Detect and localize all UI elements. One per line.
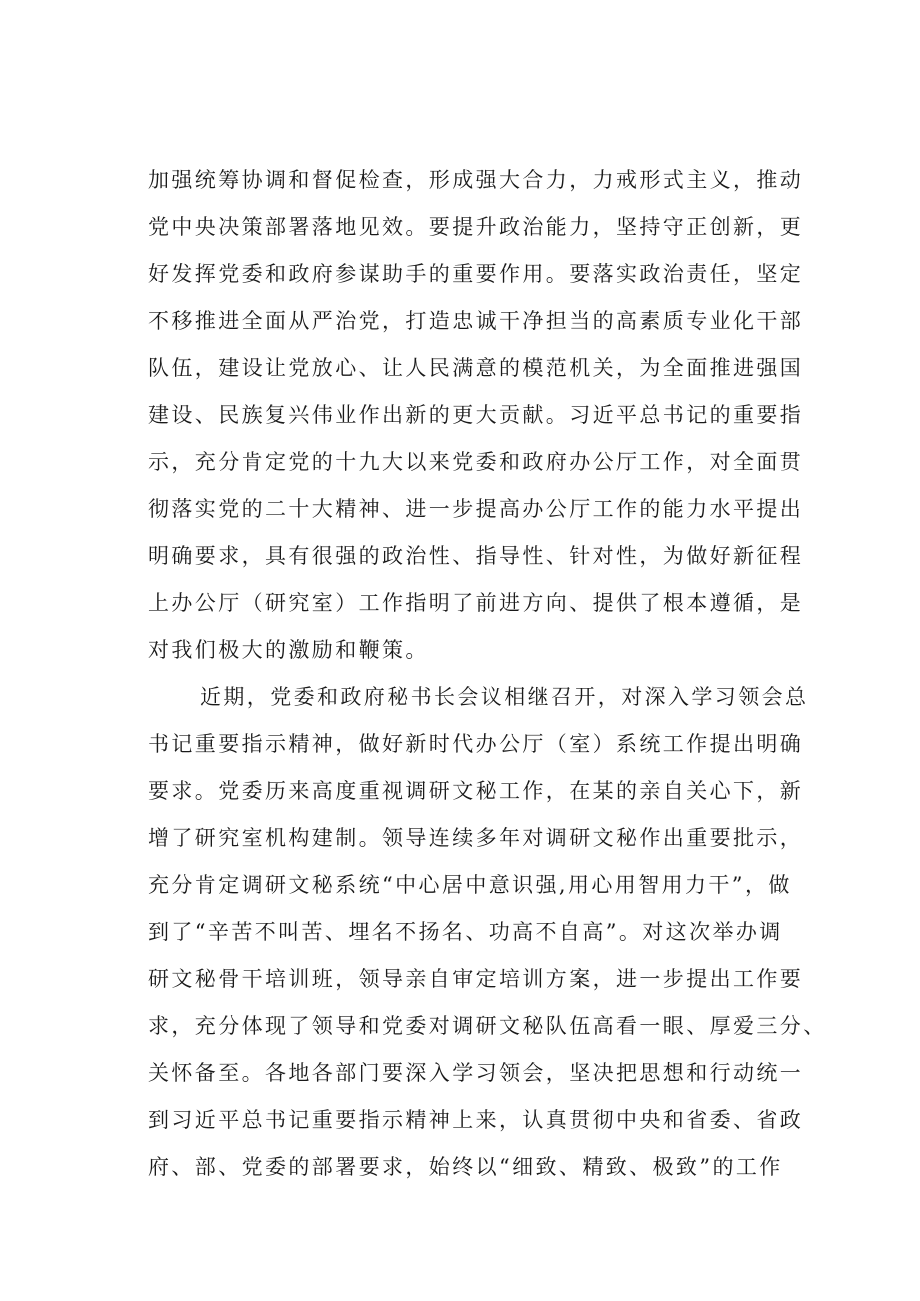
text-line: 好发挥党委和政府参谋助手的重要作用。要落实政治责任，坚定 bbox=[148, 262, 804, 286]
text-line: 充分肯定调研文秘系统“中心居中意识强,用心用智用力干”，做 bbox=[148, 873, 792, 897]
text-line: 求，充分体现了领导和党委对调研文秘队伍高看一眼、厚爱三分、 bbox=[148, 1014, 827, 1038]
text-line: 到习近平总书记重要指示精神上来，认真贯彻中央和省委、省政 bbox=[148, 1108, 804, 1132]
text-line: 党中央决策部署落地见效。要提升政治能力，坚持守正创新，更 bbox=[148, 215, 804, 239]
text-line: 对我们极大的激励和鞭策。 bbox=[148, 638, 429, 662]
text-line: 关怀备至。各地各部门要深入学习领会，坚决把思想和行动统一 bbox=[148, 1061, 804, 1085]
text-line: 书记重要指示精神，做好新时代办公厅（室）系统工作提出明确 bbox=[148, 732, 804, 756]
text-line: 府、部、党委的部署要求，始终以“细致、精致、极致”的工作 bbox=[148, 1155, 783, 1179]
text-line: 要求。党委历来高度重视调研文秘工作，在某的亲自关心下，新 bbox=[148, 779, 804, 803]
text-line: 明确要求，具有很强的政治性、指导性、针对性，为做好新征程 bbox=[148, 544, 804, 568]
text-line: 上办公厅（研究室）工作指明了前进方向、提供了根本遵循，是 bbox=[148, 591, 804, 615]
text-line: 研文秘骨干培训班，领导亲自审定培训方案，进一步提出工作要 bbox=[148, 967, 804, 991]
text-line: 示，充分肯定党的十九大以来党委和政府办公厅工作，对全面贯 bbox=[148, 450, 804, 474]
text-line: 彻落实党的二十大精神、进一步提高办公厅工作的能力水平提出 bbox=[148, 497, 804, 521]
text-line: 加强统筹协调和督促检查，形成强大合力，力戒形式主义，推动 bbox=[148, 168, 804, 192]
body-text bbox=[148, 157, 827, 1191]
paragraph-start-line: 近期，党委和政府秘书长会议相继召开，对深入学习领会总 bbox=[200, 685, 809, 709]
text-line: 建设、民族复兴伟业作出新的更大贡献。习近平总书记的重要指 bbox=[148, 403, 804, 427]
text-line: 增了研究室机构建制。领导连续多年对调研文秘作出重要批示， bbox=[148, 826, 804, 850]
text-line: 到了“辛苦不叫苦、埋名不扬名、功高不自高”。对这次举办调 bbox=[148, 920, 783, 944]
text-line: 不移推进全面从严治党，打造忠诚干净担当的高素质专业化干部 bbox=[148, 309, 804, 333]
text-line: 队伍，建设让党放心、让人民满意的模范机关，为全面推进强国 bbox=[148, 356, 804, 380]
